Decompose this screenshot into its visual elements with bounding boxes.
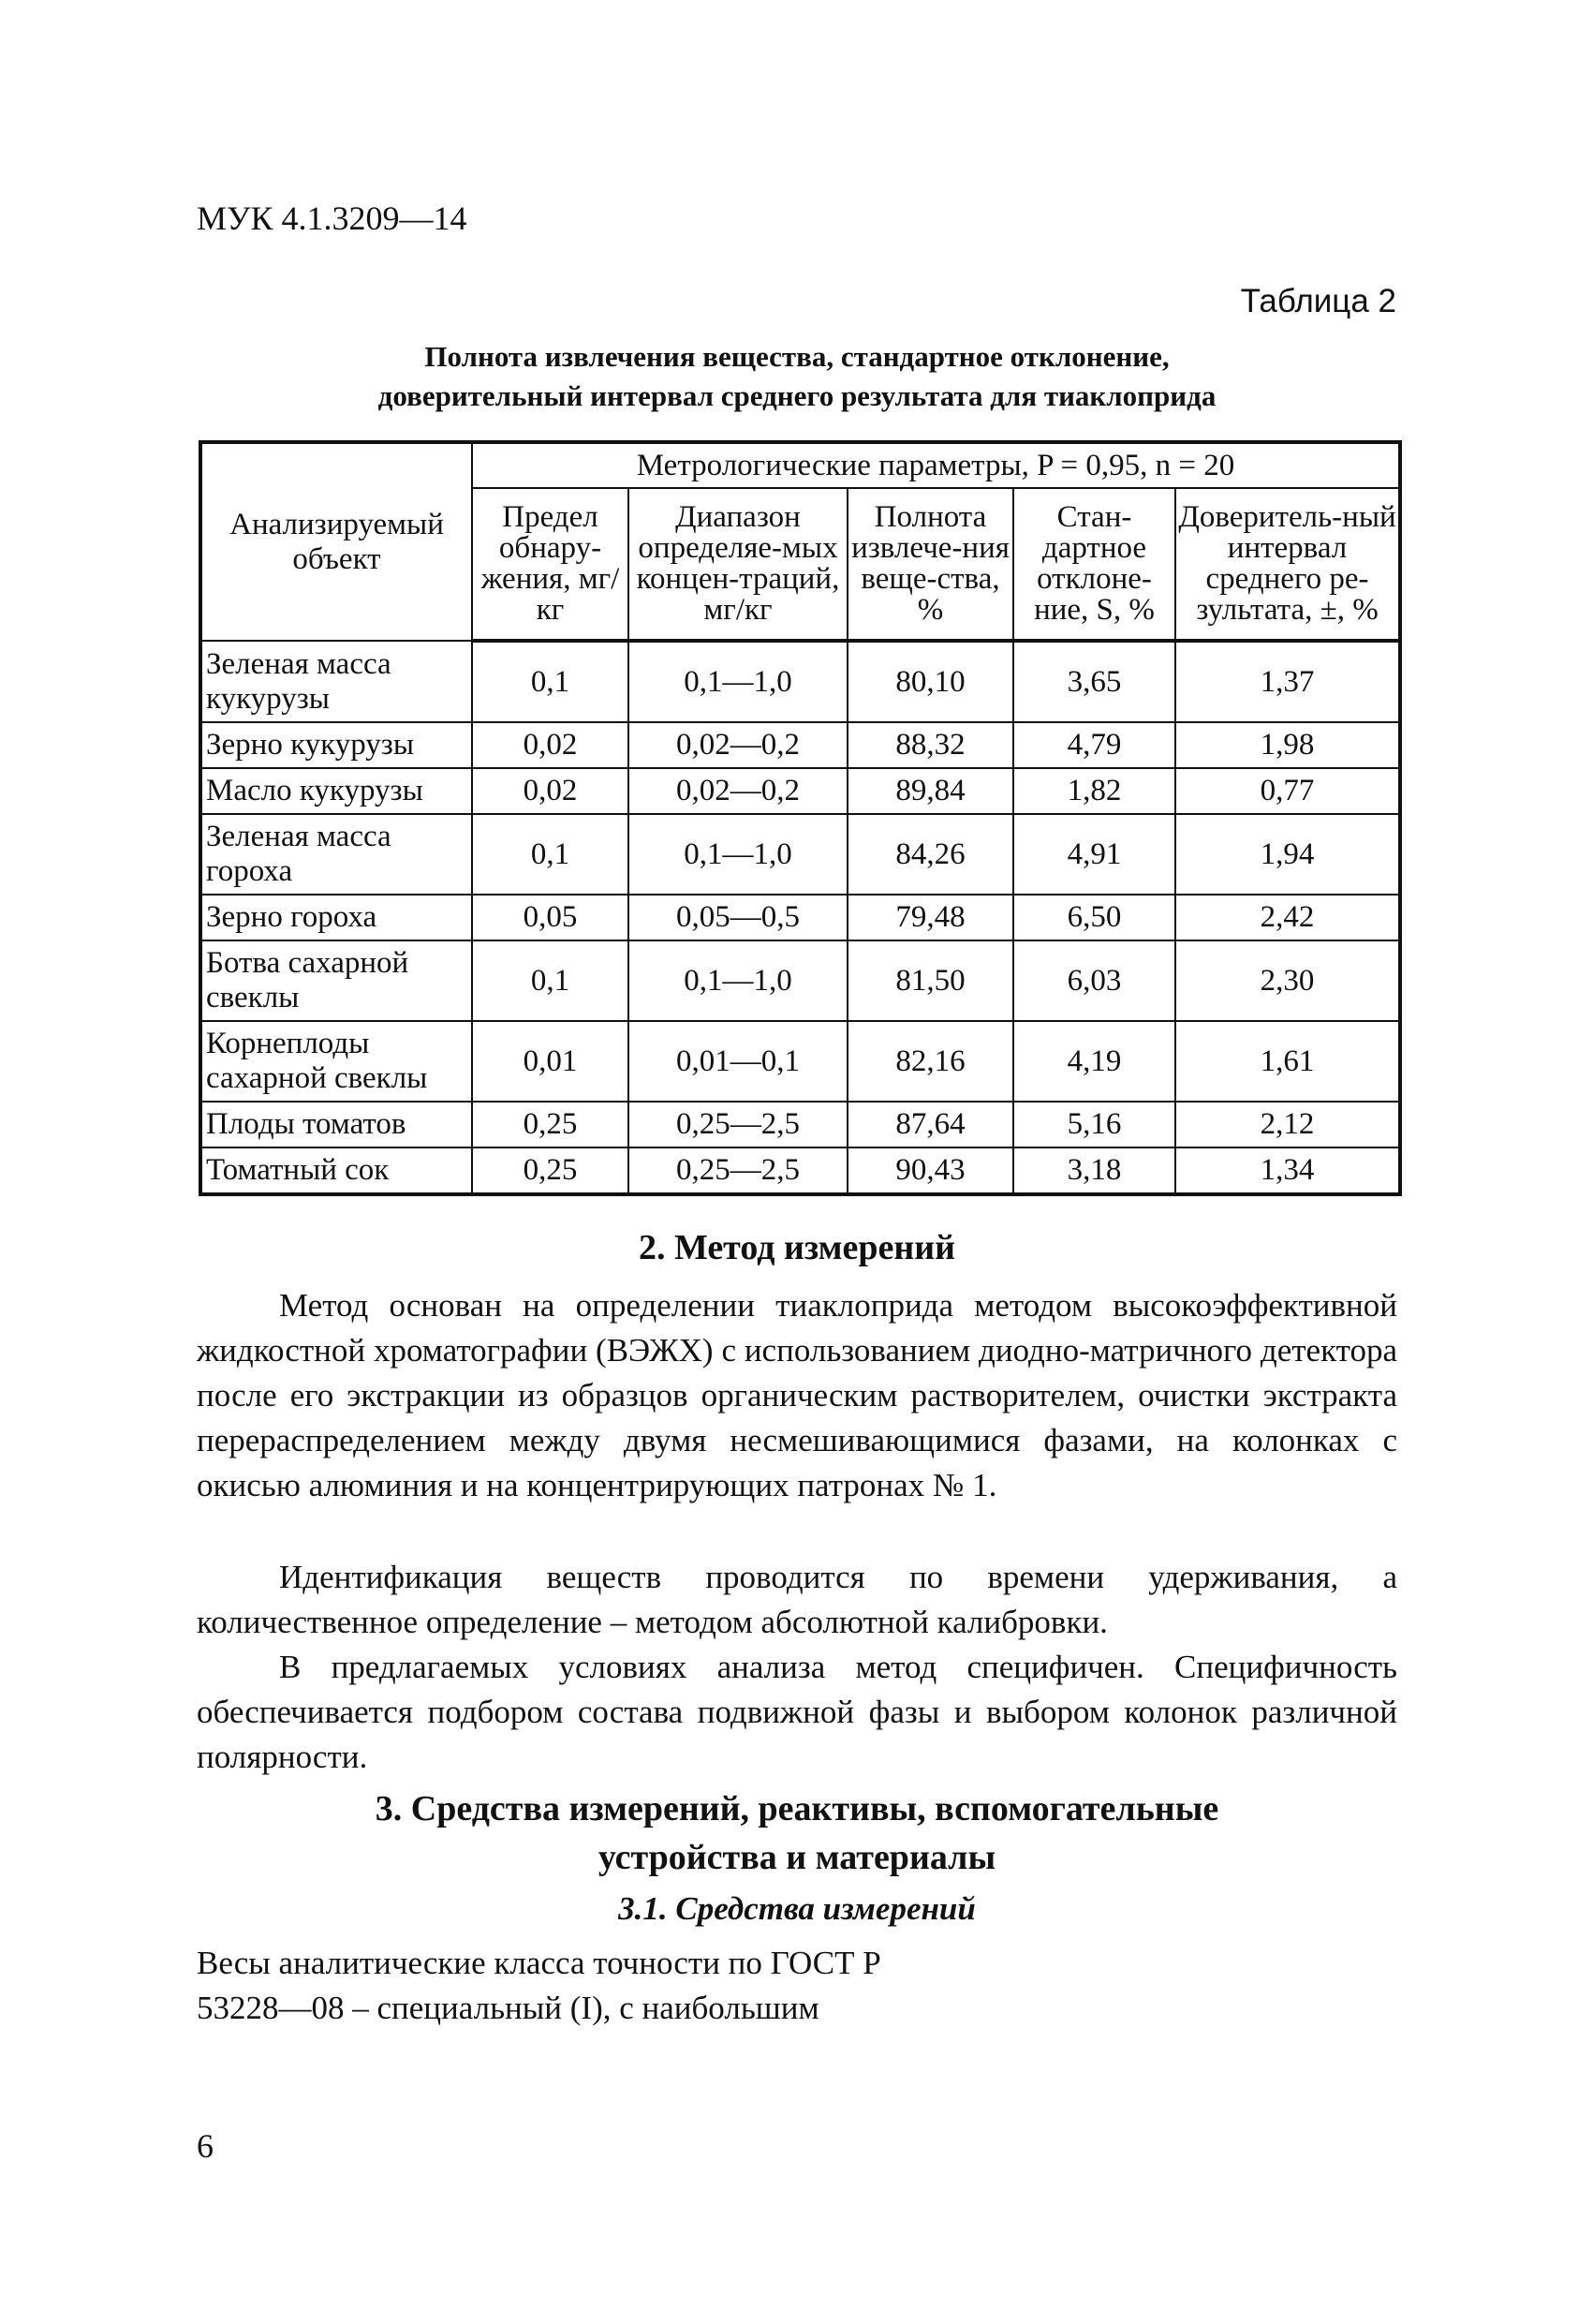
section-3-title-line-2: устройства и материалы (597, 1838, 996, 1877)
row-object: Масло кукурузы (200, 768, 472, 814)
row-limit: 0,01 (472, 1021, 628, 1102)
row-ci: 1,34 (1175, 1147, 1400, 1194)
table-title (197, 337, 1397, 416)
table-row (200, 722, 1400, 768)
row-recovery: 80,10 (848, 641, 1013, 722)
row-range: 0,02—0,2 (628, 768, 848, 814)
row-limit: 0,25 (472, 1102, 628, 1147)
row-object: Ботва сахарной свеклы (200, 940, 472, 1021)
row-sd: 4,79 (1013, 722, 1175, 768)
header-ci: Доверитель-ный интервал среднего ре-зультата, ±, % (1175, 488, 1400, 641)
row-sd: 6,03 (1013, 940, 1175, 1021)
table-title-line-1: Полнота извлечения вещества, стандартное отклонение, (424, 340, 1170, 373)
table-label: Таблица 2 (1240, 283, 1396, 319)
row-ci: 2,42 (1175, 895, 1400, 940)
row-object: Томатный сок (200, 1147, 472, 1194)
row-object: Зерно гороха (200, 895, 472, 940)
header-recovery: Полнота извлече-ния веще-ства, % (848, 488, 1013, 641)
row-limit: 0,1 (472, 814, 628, 895)
table-row (200, 814, 1400, 895)
row-sd: 3,65 (1013, 641, 1175, 722)
row-range: 0,1—1,0 (628, 940, 848, 1021)
row-ci: 1,61 (1175, 1021, 1400, 1102)
row-limit: 0,1 (472, 940, 628, 1021)
table-row (200, 1147, 1400, 1194)
section-3-text-line-2: 53228—08 – специальный (I), с наибольшим (197, 1990, 819, 2026)
row-ci: 2,12 (1175, 1102, 1400, 1147)
table-row (200, 940, 1400, 1021)
row-sd: 4,19 (1013, 1021, 1175, 1102)
row-limit: 0,02 (472, 722, 628, 768)
row-recovery: 84,26 (848, 814, 1013, 895)
table-row (200, 1102, 1400, 1147)
row-object: Зерно кукурузы (200, 722, 472, 768)
row-ci: 0,77 (1175, 768, 1400, 814)
header-limit: Предел обнару-жения, мг/кг (472, 488, 628, 641)
header-group: Метрологические параметры, P = 0,95, n = 20 (472, 442, 1400, 488)
section-3-title-line-1: 3. Средства измерений, реактивы, вспомогательные (375, 1789, 1219, 1828)
row-sd: 3,18 (1013, 1147, 1175, 1194)
row-object: Плоды томатов (200, 1102, 472, 1147)
row-recovery: 88,32 (848, 722, 1013, 768)
row-object: Зеленая масса гороха (200, 814, 472, 895)
row-recovery: 81,50 (848, 940, 1013, 1021)
table-row (200, 1021, 1400, 1102)
row-range: 0,1—1,0 (628, 814, 848, 895)
row-object: Корнеплоды сахарной свеклы (200, 1021, 472, 1102)
row-range: 0,05—0,5 (628, 895, 848, 940)
section-2-title: 2. Метод измерений (638, 1228, 956, 1267)
row-limit: 0,1 (472, 641, 628, 722)
row-recovery: 79,48 (848, 895, 1013, 940)
row-sd: 6,50 (1013, 895, 1175, 940)
section-2-paragraph-3: В предлагаемых условиях анализа метод специфичен. Специфичность обеспечивается подбором состава подвижной фазы и выбором колонок различной полярности. (197, 1649, 1397, 1775)
row-recovery: 82,16 (848, 1021, 1013, 1102)
section-3-title (197, 1784, 1397, 1882)
row-limit: 0,02 (472, 768, 628, 814)
table-row (200, 641, 1400, 722)
row-recovery: 90,43 (848, 1147, 1013, 1194)
row-limit: 0,25 (472, 1147, 628, 1194)
table-row (200, 895, 1400, 940)
row-sd: 4,91 (1013, 814, 1175, 895)
row-range: 0,01—0,1 (628, 1021, 848, 1102)
subsection-3-1-title: 3.1. Средства измерений (618, 1890, 976, 1927)
row-recovery: 87,64 (848, 1102, 1013, 1147)
row-recovery: 89,84 (848, 768, 1013, 814)
header-object: Анализируемый объект (200, 442, 472, 641)
row-object: Зеленая масса кукурузы (200, 641, 472, 722)
section-3-text (197, 1941, 1397, 2031)
row-limit: 0,05 (472, 895, 628, 940)
row-ci: 1,98 (1175, 722, 1400, 768)
page-number: 6 (197, 2127, 214, 2165)
row-range: 0,1—1,0 (628, 641, 848, 722)
section-3-text-line-1: Весы аналитические класса точности по ГОСТ Р (197, 1945, 881, 1981)
row-sd: 5,16 (1013, 1102, 1175, 1147)
row-range: 0,25—2,5 (628, 1147, 848, 1194)
header-sd: Стан-дартное отклоне-ние, S, % (1013, 488, 1175, 641)
results-table (199, 440, 1402, 1196)
row-ci: 1,94 (1175, 814, 1400, 895)
section-2-paragraph-1: Метод основан на определении тиаклоприда методом высокоэффективной жидкостной хроматографии (ВЭЖХ) с использованием диодно-матричного детектора после его экстракции из образцов органическим растворителем, очистки экстракта перераспределением между двумя несмешивающимися фазами, на колонках с окисью алюминия и на концентрирующих патронах № 1. (197, 1287, 1397, 1503)
row-sd: 1,82 (1013, 768, 1175, 814)
table-row (200, 768, 1400, 814)
row-ci: 1,37 (1175, 641, 1400, 722)
header-range: Диапазон определяе-мых концен-траций, мг/кг (628, 488, 848, 641)
row-ci: 2,30 (1175, 940, 1400, 1021)
row-range: 0,25—2,5 (628, 1102, 848, 1147)
document-code: МУК 4.1.3209—14 (197, 200, 467, 237)
table-title-line-2: доверительный интервал среднего результата для тиаклоприда (377, 379, 1217, 412)
section-2-paragraph-2: Идентификация веществ проводится по времени удерживания, а количественное определение – методом абсолютной калибровки. (197, 1559, 1397, 1640)
row-range: 0,02—0,2 (628, 722, 848, 768)
